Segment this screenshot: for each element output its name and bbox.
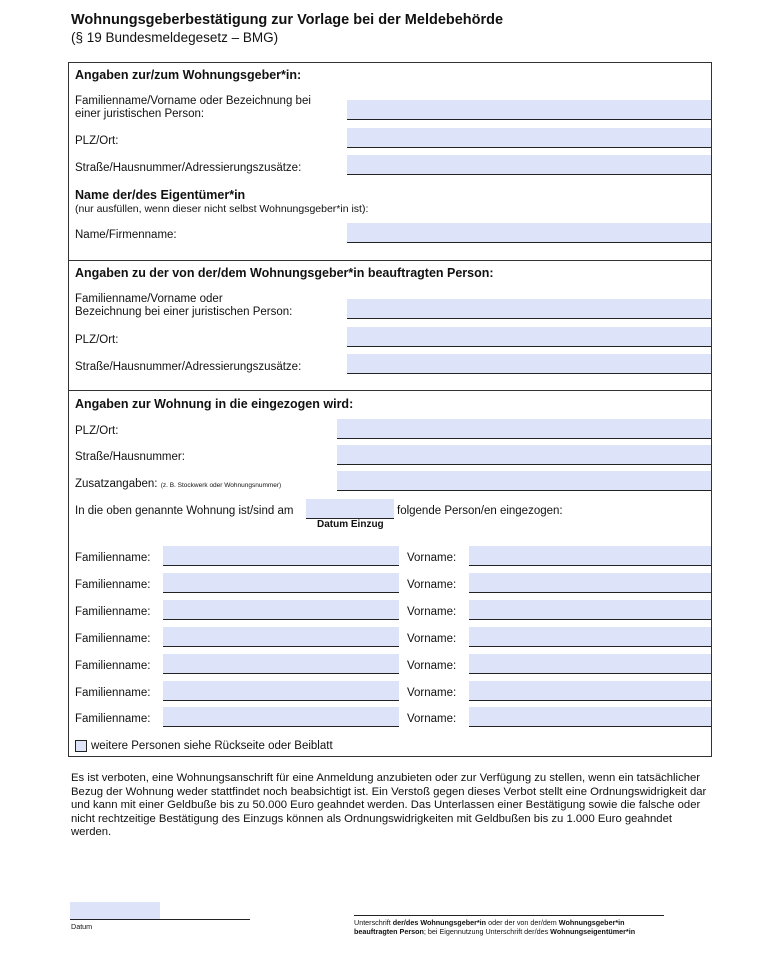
landlord-name-label-line1: Familienname/Vorname oder Bezeichnung bei xyxy=(75,95,311,107)
date-line xyxy=(70,919,250,920)
apartment-street-label: Straße/Hausnummer: xyxy=(75,451,185,463)
first-name-label: Vorname: xyxy=(407,552,457,564)
apartment-street-field[interactable] xyxy=(337,445,711,465)
landlord-name-label xyxy=(75,95,311,121)
apartment-extra-label xyxy=(75,478,281,492)
page-subtitle: (§ 19 Bundesmeldegesetz – BMG) xyxy=(71,30,279,45)
apartment-plz-field[interactable] xyxy=(337,419,711,439)
landlord-name-field[interactable] xyxy=(347,100,711,120)
sig-part-5: beauftragten Person xyxy=(354,927,424,936)
apartment-extra-field[interactable] xyxy=(337,471,711,491)
apartment-extra-hint: (z. B. Stockwerk oder Wohnungsnummer) xyxy=(160,482,282,489)
first-name-field[interactable] xyxy=(469,654,711,674)
apartment-extra-label-text: Zusatzangaben: xyxy=(75,478,158,490)
family-name-label: Familienname: xyxy=(75,579,151,591)
family-name-field[interactable] xyxy=(163,573,399,593)
page-title: Wohnungsgeberbestätigung zur Vorlage bei der Meldebehörde xyxy=(71,12,504,28)
date-label: Datum xyxy=(71,922,93,931)
signature-line xyxy=(354,915,664,916)
agent-heading: Angaben zu der von der/dem Wohnungsgeber*in beauftragten Person: xyxy=(75,266,494,280)
apartment-plz-label: PLZ/Ort: xyxy=(75,425,119,437)
sig-part-4: Wohnungsgeber*in xyxy=(558,918,625,927)
agent-name-label xyxy=(75,293,292,319)
family-name-label: Familienname: xyxy=(75,687,151,699)
agent-street-label: Straße/Hausnummer/Adressierungszusätze: xyxy=(75,361,302,373)
family-name-label: Familienname: xyxy=(75,552,151,564)
movein-prefix: In die oben genannte Wohnung ist/sind am xyxy=(75,505,294,517)
landlord-heading: Angaben zur/zum Wohnungsgeber*in: xyxy=(75,68,302,82)
landlord-section xyxy=(68,62,712,261)
owner-name-label: Name/Firmenname: xyxy=(75,229,177,241)
sig-part-2: der/des Wohnungsgeber*in xyxy=(392,918,487,927)
owner-name-field[interactable] xyxy=(347,223,711,243)
owner-heading: Name der/des Eigentümer*in xyxy=(75,188,246,202)
agent-name-label-line2: Bezeichnung bei einer juristischen Person: xyxy=(75,306,293,318)
first-name-field[interactable] xyxy=(469,600,711,620)
agent-name-field[interactable] xyxy=(347,299,711,319)
family-name-label: Familienname: xyxy=(75,633,151,645)
first-name-label: Vorname: xyxy=(407,713,457,725)
family-name-label: Familienname: xyxy=(75,713,151,725)
apartment-heading: Angaben zur Wohnung in die eingezogen wird: xyxy=(75,397,354,411)
first-name-label: Vorname: xyxy=(407,606,457,618)
first-name-label: Vorname: xyxy=(407,687,457,699)
landlord-plz-label: PLZ/Ort: xyxy=(75,135,119,147)
apartment-section xyxy=(68,390,712,757)
first-name-field[interactable] xyxy=(469,627,711,647)
more-persons-checkbox[interactable] xyxy=(75,740,87,752)
sig-part-6: ; bei Eigennutzung Unterschrift der/des xyxy=(423,927,551,936)
sig-part-3: oder der von der/dem xyxy=(486,918,559,927)
landlord-plz-field[interactable] xyxy=(347,128,711,148)
signature-caption xyxy=(354,918,684,936)
movein-date-label: Datum Einzug xyxy=(317,519,384,530)
agent-plz-field[interactable] xyxy=(347,327,711,347)
first-name-field[interactable] xyxy=(469,546,711,566)
first-name-label: Vorname: xyxy=(407,633,457,645)
family-name-field[interactable] xyxy=(163,600,399,620)
more-persons-label: weitere Personen siehe Rückseite oder Beiblatt xyxy=(91,740,333,752)
landlord-name-label-line2: einer juristischen Person: xyxy=(75,108,205,120)
family-name-field[interactable] xyxy=(163,681,399,701)
sig-part-7: Wohnungseigentümer*in xyxy=(550,927,636,936)
movein-date-field[interactable] xyxy=(306,499,394,519)
agent-street-field[interactable] xyxy=(347,354,711,374)
first-name-label: Vorname: xyxy=(407,660,457,672)
family-name-field[interactable] xyxy=(163,627,399,647)
sig-part-1: Unterschrift xyxy=(354,918,393,927)
family-name-field[interactable] xyxy=(163,546,399,566)
movein-suffix: folgende Person/en eingezogen: xyxy=(397,505,563,517)
family-name-field[interactable] xyxy=(163,707,399,727)
legal-notice: Es ist verboten, eine Wohnungsanschrift für eine Anmeldung anzubieten oder zur Verfügung zu stellen, wenn ein tatsächlicher Bezug der Wohnung weder stattfindet noch beabsichtigt ist. Ein Verstoß gegen dieses Verbot stellt eine Ordnungswidrigkeit dar und kann mit einer Geldbuße bis zu 50.000 Euro geahndet werden. Das Unterlassen einer Bestätigung sowie die falsche oder nicht rechtzeitige Bestätigung des Einzugs können als Ordnungswidrigkeiten mit Geldbußen bis zu 1.000 Euro geahndet werden. xyxy=(71,772,707,839)
first-name-field[interactable] xyxy=(469,573,711,593)
landlord-street-label: Straße/Hausnummer/Adressierungszusätze: xyxy=(75,162,302,174)
first-name-label: Vorname: xyxy=(407,579,457,591)
landlord-street-field[interactable] xyxy=(347,155,711,175)
owner-note: (nur ausfüllen, wenn dieser nicht selbst Wohnungsgeber*in ist): xyxy=(75,203,369,215)
agent-name-label-line1: Familienname/Vorname oder xyxy=(75,293,223,305)
agent-plz-label: PLZ/Ort: xyxy=(75,334,119,346)
family-name-field[interactable] xyxy=(163,654,399,674)
first-name-field[interactable] xyxy=(469,707,711,727)
first-name-field[interactable] xyxy=(469,681,711,701)
family-name-label: Familienname: xyxy=(75,606,151,618)
family-name-label: Familienname: xyxy=(75,660,151,672)
date-field[interactable] xyxy=(70,902,160,919)
agent-section xyxy=(68,260,712,391)
